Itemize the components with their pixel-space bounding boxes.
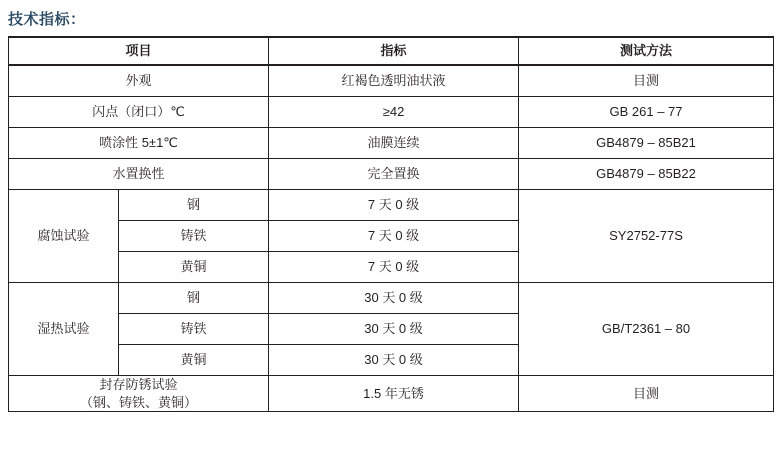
cell-item: 水置换性 (9, 159, 269, 190)
cell-subitem: 黄铜 (119, 252, 269, 283)
column-header-item: 项目 (9, 37, 269, 65)
cell-index: 30 天 0 级 (269, 345, 519, 376)
table-row (9, 97, 774, 128)
cell-index: 7 天 0 级 (269, 252, 519, 283)
cell-method: 目测 (519, 376, 774, 412)
cell-method: GB4879 – 85B21 (519, 128, 774, 159)
cell-index: 30 天 0 级 (269, 314, 519, 345)
cell-item: 喷涂性 5±1℃ (9, 128, 269, 159)
cell-subitem: 铸铁 (119, 314, 269, 345)
cell-subitem: 黄铜 (119, 345, 269, 376)
cell-index: 7 天 0 级 (269, 221, 519, 252)
table-row (9, 376, 774, 412)
cell-method: GB 261 – 77 (519, 97, 774, 128)
page-title: 技术指标： (8, 11, 86, 28)
cell-method: 目测 (519, 65, 774, 97)
table-row (9, 283, 774, 314)
cell-subitem: 钢 (119, 190, 269, 221)
cell-index: 7 天 0 级 (269, 190, 519, 221)
technical-spec-table (8, 36, 774, 412)
cell-subitem: 钢 (119, 283, 269, 314)
cell-index: 1.5 年无锈 (269, 376, 519, 412)
cell-index: 红褐色透明油状液 (269, 65, 519, 97)
cell-method: GB4879 – 85B22 (519, 159, 774, 190)
table-row (9, 190, 774, 221)
cell-index: 油膜连续 (269, 128, 519, 159)
cell-method: GB/T2361 – 80 (519, 283, 774, 376)
cell-item-line1: 封存防锈试验 (99, 377, 178, 392)
cell-index: 30 天 0 级 (269, 283, 519, 314)
cell-item: 外观 (9, 65, 269, 97)
column-header-method: 测试方法 (519, 37, 774, 65)
table-row (9, 128, 774, 159)
cell-index: ≥42 (269, 97, 519, 128)
cell-method: SY2752-77S (519, 190, 774, 283)
cell-item-line2: （钢、铸铁、黄铜） (80, 394, 198, 410)
cell-index: 完全置换 (269, 159, 519, 190)
cell-subitem: 铸铁 (119, 221, 269, 252)
cell-item-group: 湿热试验 (9, 283, 119, 376)
column-header-index: 指标 (269, 37, 519, 65)
table-row (9, 65, 774, 97)
cell-item (9, 376, 269, 412)
table-header-row (9, 37, 774, 65)
cell-item-group: 腐蚀试验 (9, 190, 119, 283)
table-row (9, 159, 774, 190)
cell-item: 闪点（闭口）℃ (9, 97, 269, 128)
